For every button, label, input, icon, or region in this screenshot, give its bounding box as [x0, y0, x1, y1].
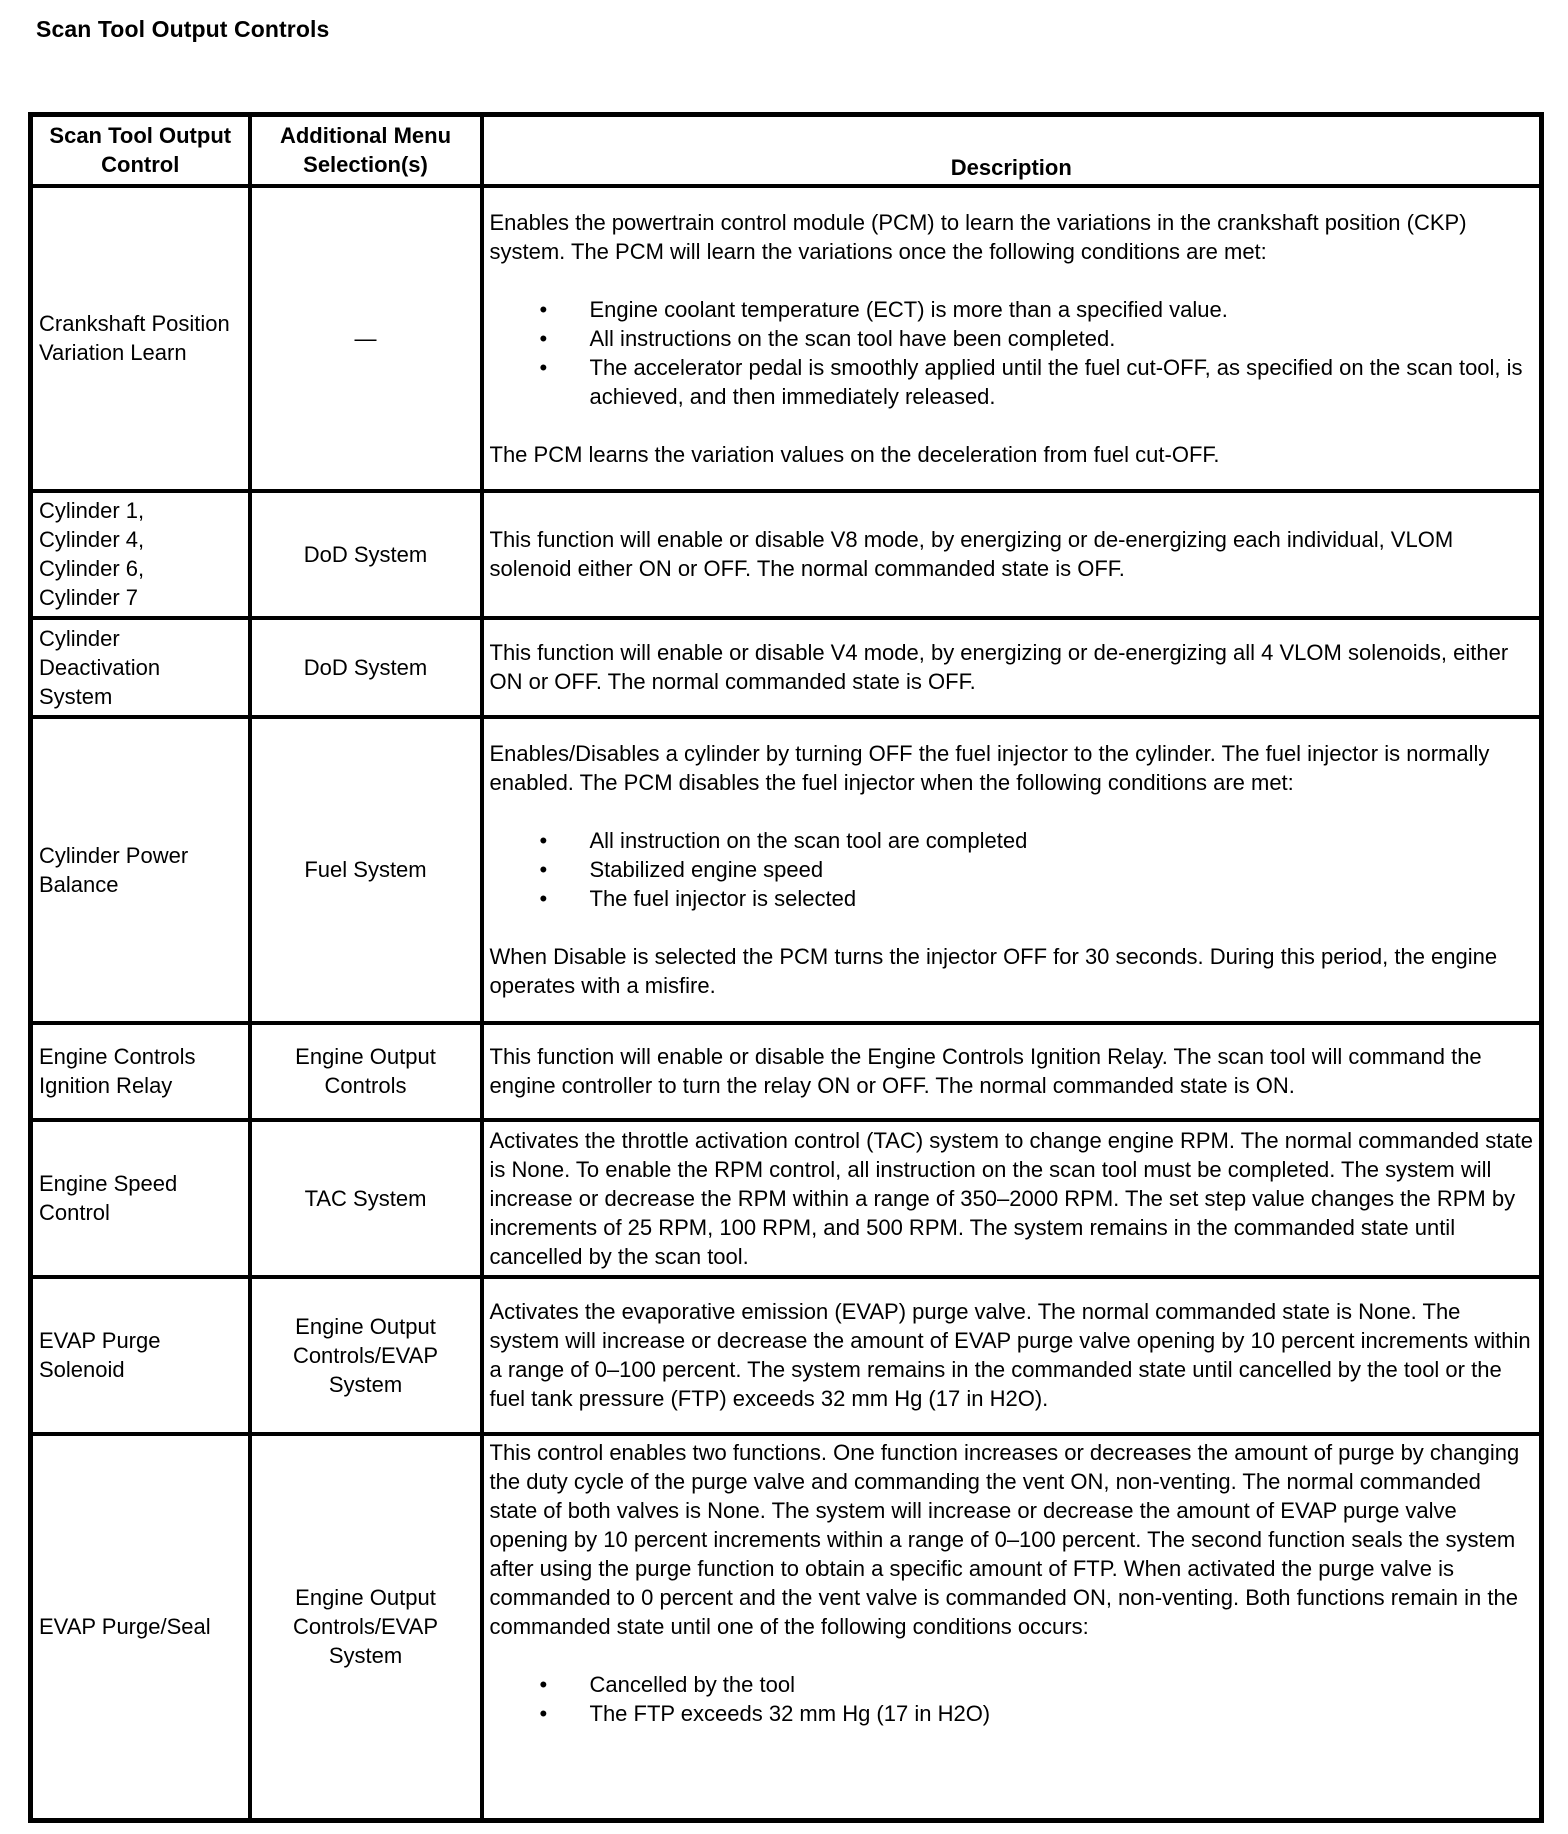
- condition-item: • Cancelled by the tool: [490, 1670, 1534, 1699]
- control-name-line: Cylinder 7: [39, 585, 139, 610]
- table-row: [31, 1120, 1542, 1277]
- page-title: Scan Tool Output Controls: [36, 16, 330, 42]
- control-name-cell: EVAP Purge Solenoid: [31, 1277, 250, 1434]
- spacer: [490, 411, 1534, 440]
- description-intro: Activates the evaporative emission (EVAP) purge valve. The normal commanded state is None. The system will increase or decrease the amount of EVAP purge valve opening by 10 percent increments within a range of 0–100 percent. The system remains in the commanded state until cancelled by the tool or the fuel tank pressure (FTP) exceeds 32 mm Hg (17 in H2O).: [489, 1299, 1531, 1411]
- menu-selection-cell: DoD System: [250, 491, 482, 618]
- description-intro: This control enables two functions. One function increases or decreases the amount of purge by changing the duty cycle of the purge valve and commanding the vent ON, non-venting. The normal commanded state of both valves is None. The system will increase or decrease the amount of EVAP purge valve opening by 10 percent increments within a range of 0–100 percent. The second function seals the system after using the purge function to obtain a specific amount of FTP. When activated the purge valve is commanded to 0 percent and the vent valve is commanded ON, non-venting. Both functions remain in the commanded state until one of the following conditions occurs:: [489, 1439, 1520, 1639]
- menu-selection-cell: —: [250, 186, 482, 491]
- table-row: [31, 618, 1542, 717]
- conditions-list: [490, 1670, 1534, 1728]
- condition-item: • The FTP exceeds 32 mm Hg (17 in H2O): [490, 1699, 1534, 1728]
- description-cell: [482, 1023, 1542, 1120]
- table-row: [31, 1023, 1542, 1120]
- control-name-line: Cylinder: [39, 625, 120, 651]
- scan-tool-output-controls-table: [28, 112, 1544, 1823]
- control-name-line: System: [39, 683, 113, 709]
- description-cell: [482, 618, 1542, 717]
- description-outro: The PCM learns the variation values on the deceleration from fuel cut-OFF.: [489, 441, 1220, 467]
- column-header-description: Description: [482, 115, 1542, 186]
- menu-selection-cell: Engine Output Controls: [250, 1023, 482, 1120]
- condition-item: • The fuel injector is selected: [490, 884, 1534, 913]
- condition-item: • All instructions on the scan tool have been completed.: [490, 324, 1534, 353]
- table-row: [31, 186, 1542, 491]
- control-name-line: Deactivation: [39, 654, 161, 680]
- control-name-cell: [31, 491, 250, 618]
- table-row: [31, 717, 1542, 1023]
- description-intro: Activates the throttle activation control (TAC) system to change engine RPM. The normal commanded state is None. To enable the RPM control, all instruction on the scan tool must be completed. The system will increase or decrease the RPM within a range of 350–2000 RPM. The set step value changes the RPM by increments of 25 RPM, 100 RPM, and 500 RPM. The system remains in the commanded state until cancelled by the scan tool.: [489, 1127, 1533, 1269]
- description-cell: [482, 491, 1542, 618]
- control-name-line: Cylinder 4,: [39, 527, 145, 552]
- description-cell: [482, 186, 1542, 491]
- description-cell: [482, 1434, 1542, 1821]
- menu-selection-cell: Fuel System: [250, 717, 482, 1023]
- control-name-cell: [31, 618, 250, 717]
- menu-selection-cell: DoD System: [250, 618, 482, 717]
- description-intro: This function will enable or disable V4 mode, by energizing or de-energizing all 4 VLOM solenoids, either ON or OFF. The normal commanded state is OFF.: [489, 640, 1509, 694]
- spacer: [490, 1641, 1534, 1670]
- conditions-list: [490, 295, 1534, 411]
- description-cell: [482, 1277, 1542, 1434]
- description-outro: When Disable is selected the PCM turns the injector OFF for 30 seconds. During this period, the engine operates with a misfire.: [489, 944, 1498, 998]
- description-cell: [482, 1120, 1542, 1277]
- spacer: [490, 797, 1534, 826]
- description-intro: Enables/Disables a cylinder by turning OFF the fuel injector to the cylinder. The fuel injector is normally enabled. The PCM disables the fuel injector when the following conditions are met:: [489, 741, 1490, 795]
- condition-item: • The accelerator pedal is smoothly applied until the fuel cut-OFF, as specified on the scan tool, is achieved, and then immediately released.: [490, 353, 1534, 411]
- table-row: [31, 1434, 1542, 1821]
- description-cell: [482, 717, 1542, 1023]
- description-intro: This function will enable or disable the Engine Controls Ignition Relay. The scan tool will command the engine controller to turn the relay ON or OFF. The normal commanded state is ON.: [489, 1044, 1482, 1098]
- column-header-menu: Additional Menu Selection(s): [250, 115, 482, 186]
- table-row: [31, 491, 1542, 618]
- control-name-line: Cylinder 6,: [39, 556, 145, 581]
- control-name-cell: Crankshaft Position Variation Learn: [31, 186, 250, 491]
- spacer: [490, 913, 1534, 942]
- control-name-cell: EVAP Purge/Seal: [31, 1434, 250, 1821]
- control-name-cell: Engine Speed Control: [31, 1120, 250, 1277]
- condition-item: • Engine coolant temperature (ECT) is more than a specified value.: [490, 295, 1534, 324]
- table-row: [31, 1277, 1542, 1434]
- spacer: [490, 266, 1534, 295]
- description-intro: Enables the powertrain control module (PCM) to learn the variations in the crankshaft position (CKP) system. The PCM will learn the variations once the following conditions are met:: [489, 209, 1467, 264]
- menu-selection-cell: TAC System: [250, 1120, 482, 1277]
- control-name-line: Cylinder 1,: [39, 498, 145, 523]
- conditions-list: [490, 826, 1534, 913]
- control-name-cell: Engine Controls Ignition Relay: [31, 1023, 250, 1120]
- condition-item: • All instruction on the scan tool are completed: [490, 826, 1534, 855]
- description-intro: This function will enable or disable V8 mode, by energizing or de-energizing each individual, VLOM solenoid either ON or OFF. The normal commanded state is OFF.: [489, 527, 1454, 581]
- condition-item: • Stabilized engine speed: [490, 855, 1534, 884]
- control-name-cell: Cylinder Power Balance: [31, 717, 250, 1023]
- table-header-row: [31, 115, 1542, 186]
- column-header-control: Scan Tool Output Control: [31, 115, 250, 186]
- menu-selection-cell: Engine Output Controls/EVAP System: [250, 1277, 482, 1434]
- menu-selection-cell: Engine Output Controls/EVAP System: [250, 1434, 482, 1821]
